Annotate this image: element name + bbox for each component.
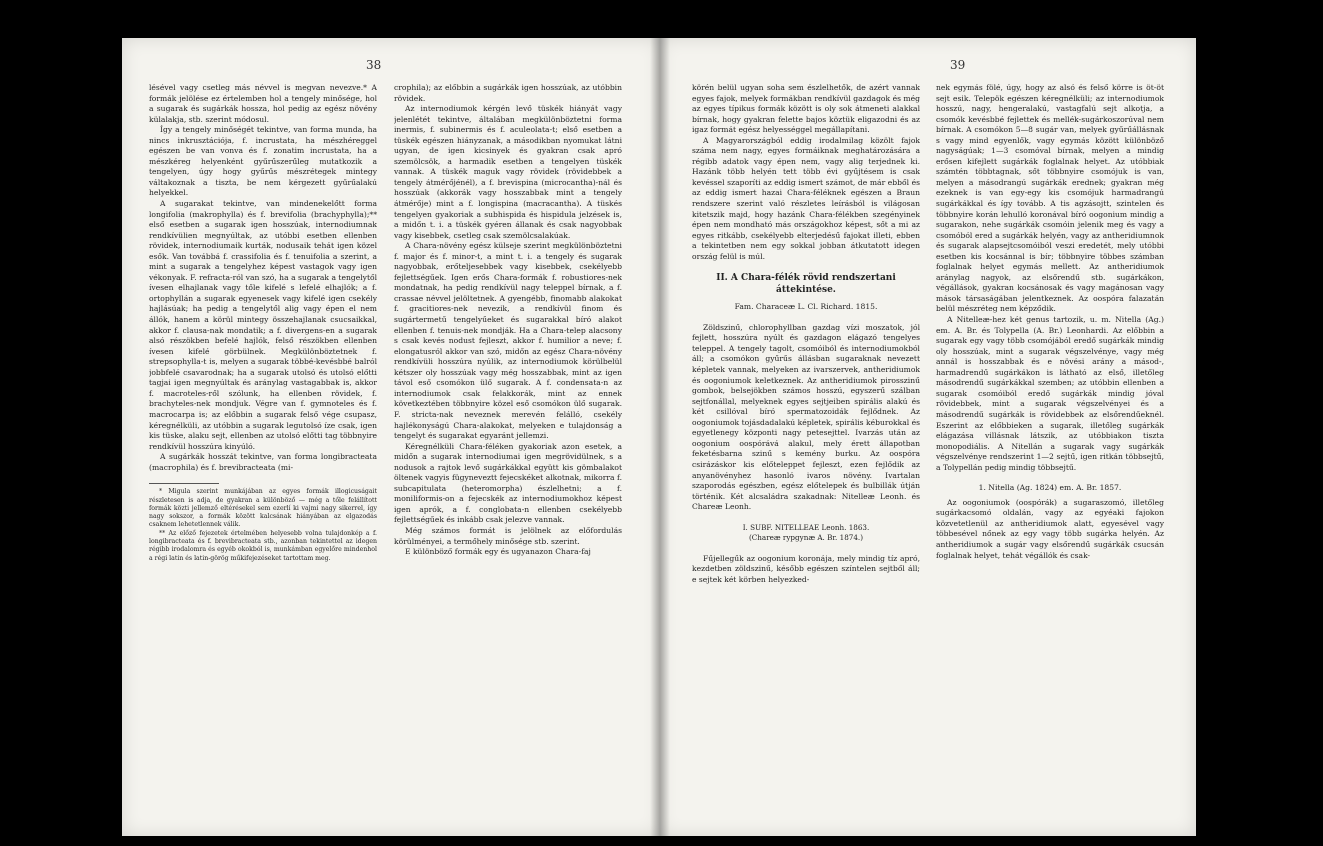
paragraph: Az internodiumok kérgén levő tüskék hiányát vagy jelenlétét tekintve, általában megkülönböztetni forma inermis, f. subinermis és f. aculeolata-t; első esetben a tüskék egészen hiányzanak, a másodikban nyomukat látni ugyan, de igen kicsinyek és gyakran csak apró szemölcsök, a harmadik esetben a tengelyen tüskék vannak. A tüskék maguk vagy rövidek (rövidebbek a tengely átmérőjénél), a f. brevispina (microcantha)-nál és hosszúak (akkorák vagy hosszabbak mint a tengely átmérője) mint a f. longispina (macracantha). A tüskés tengelyen gyakoriak a subhispida és hispidula jelzések is, a midőn t. i. a tüskék gyéren állanak és csak nagyobbak vagy kisebbek, csetleg csak szemölcsalakúak. — [394, 104, 622, 240]
right-column-2 — [936, 83, 1164, 561]
paragraph: lésével vagy csetleg más névvel is megvan nevezve.* A formák jelölése ez értelemben hol a tengely minősége, hol a sugarak és sugárkák hossza, hol pedig az egész növény külalakja, stb. szerint módosul. — [149, 83, 377, 124]
paragraph: A Nitelleæ-hez két genus tartozik, u. m. Nitella (Ag.) em. A. Br. és Tolypella (A. Br.) Leonhardi. Az előbbin a sugarak egy vagy több csomójából eredő sugárkák mindig oly hosszúak, mint a sugarak végszelvénye, vagy még annál is hosszabbak és e növési arány a másod-, harmadrendű sugárkákon is látható az első, illetőleg másodrendű sugárkákkal szemben; az utóbbin ellenben a sugarak csomóiból eredő sugárkák mindig jóval rövidebbek, mint a sugarak végszelvényei és a másodrendű sugárkák is rövidebbek az elsőrendűeknél. Eszerint az előbbieken a sugarak, illetőleg sugárkák elágazása villásnak látszik, az utóbbiakon tiszta monopodiális. A Nitellán a sugarak vagy sugárkák végszelvénye rendszerint 1—2 sejtű, igen ritkán többsejtű, a Tolypellán pedig mindig többsejtű. — [936, 315, 1164, 472]
paragraph: Így a tengely minőségét tekintve, van forma munda, ha nincs inkrusztációja, f. incrustata, ha mészhéreggel egészen be van vonva és f. zonatim incrustata, ha a mészkéreg helyenként gyűrűszerűleg mutatkozik a tengelyen, úgy hogy gyűrűs mészrétegek mintegy váltakoznak a tiszta, be nem kérgezett gyűrűalakú helyekkel. — [149, 125, 377, 198]
paragraph: Fűjellegűk az oogonium koronája, mely mindig tíz apró, kezdetben zöldszinű, később egészen színtelen sejtből áll; e sejtek két körben helyezked- — [692, 553, 920, 584]
section-heading: II. A Chara-félék rövid rendszertani áttekintése. — [716, 273, 896, 296]
paragraph: Kéregnélküli Chara-féléken gyakoriak azon esetek, a midőn a sugarak internodiumai igen megrövidülnek, s a nodusok a rajtok levő sugárkákkal együtt kis gömbalakot öltenek vagyis fügyneveztt fejecskéket alkotnak, mikorra f. subcapitulata (heteromorpha) észlelhetni; a f. moniliformis-on a fejecskék az internodiumokhoz képest igen aprók, a f. conglobata-n ellenben csekélyebb fejlettségűek és inkább csak jelezve vannak. — [394, 441, 622, 525]
footnote: ** Az előző fejezetek értelmében helyesebb volna tulajdonkép a f. longibracteata és f. brevibracteata stb., azonban tekintettel az idegen régibb irodalomra és egyéb okokból is, munkámban egyelőre mindenhol a régi latin és latin-görög műkifejezéseket tartottam meg. — [149, 529, 377, 562]
subfamily-synonym: (Chareæ rypgynæ A. Br. 1874.) — [748, 533, 863, 543]
paragraph: A sugarakat tekintve, van mindenekelőtt forma longifolia (makrophylla) és f. brevifolia (brachyphylla);** első esetben a sugarak igen hosszúak, internodiumnak rendkívülien megnyúltak, az utóbbi esetben ellenben rövidek, internodiumaik kurták, nodusaik tehát igen közel esők. Van továbbá f. crassifolia és f. tenuifolia a szerint, a mint a sugarak a tengelyhez képest vastagok vagy igen vékonyak. F. refracta-ról van szó, ha a sugarak a tengelytől ívesen elhajlanak vagy tőle kifelé s lefelé elhajlók; a f. ortophyllán a sugarak egyenesek vagy kifelé igen csekély hajlásúak; ha pedig a tengelytől alig vagy épen el nem állók, hanem a körül mintegy összehajlanak csucsaikkal, akkor f. clausa-nak mondatik; a f. divergens-en a sugarak alsó részökben befelé hajlók, felső részökben ellenben ívesen kifelé görbülnek. Megkülönböztetnek f. strepsophylla-t is, melyen a sugarak többé-kevésbbé balról jobbfelé csavarodnak; ha a sugarak utolsó és utolsó előtti tagjai igen megnyúltak és aránylag vastagabbak is, akkor f. macroteles-ről szólunk, ha ellenben rövidek, f. brachyteles-nek mondjuk. Végre van f. gymnoteles és f. macrocarpa is; az előbbin a sugarak felső vége csupasz, kéregnélküli, az utóbbin a sugarak legutolsó íze csak, igen kis tüske, alaku sejt, ellenben az utolsó előtti tag többnyire rendkívül hosszúra kinyúló. — [149, 199, 377, 451]
paragraph: nek egymás fölé, úgy, hogy az alsó és felső körre is öt-öt sejt esik. Telepök egészen kéregnélküli; az internodiumok hosszú, nagy, hengeralakú, vastagfalú sejt alkotja, a csomók kevésbbé fejlettek és mellék-sugárkoszorúval nem bírnak. A csomókon 5—8 sugár van, melyek gyűrűállásnak s vagy mind egyenlők, vagy egymás között különböző nagyságúak; 1—3 csomóval bírnak, melyen a mindig erősen kifejlett sugárkák foglalnak helyet. Az utóbbiak számtén többtagnak, sőt többnyire csomójuk is van, melyen a másodrangú sugárkák erednek; gyakran még ezeknek is van egy-egy kis csomójuk harmadrangú sugárkákkal és így tovább. A tis agzásojtt, szintelen és többnyire korán lehulló koronával bíró oogonium mindig a sugarakon, nehe sugárkák csomóin jelenik meg és vagy a csomóból ered a sugárkák helyén, vagy az antheridiumnok és sugarak alapsejtcsomóiból veszi eredetét, mely utóbbi esetben kis kocsánnal is bír; többnyire többes számban foglalnak helyet egymás mellett. Az antheridiumok aránylag nagyok, az elsőrendű stb. sugárkákon, végállások, gyakran kocsánosak és vagy magánosan vagy mások társaságában jelentkeznek. Az oospóra falazatán belül mészréteg nem képződik. — [936, 83, 1164, 314]
footnote-rule — [149, 483, 219, 484]
subfamily-heading: I. SUBF. NITELLEAE Leonh. 1863. — [742, 522, 870, 532]
left-page — [122, 38, 660, 836]
paragraph: A sugárkák hosszát tekintve, van forma longibracteata (macrophila) és f. brevibracteata (mi- — [149, 452, 377, 472]
paragraph: A Chara-növény egész külseje szerint megkülönböztetni f. major és f. minor-t, a mint t. i. a tengely és sugarak nagyobbak, erőteljesebbek vagy kisebbek, csekélyebb fejlettségűek. Igen erős Chara-formák f. robustiores-nek mondatnak, ha pedig rendkívül nagy teleppel bírnak, a f. crassae névvel jelöltetnek. A gyengébb, finomabb alakokat f. gracitiores-nek nevezik, a rendkívül finom és sugártermetű tengelyűeket és sugarakkal bíró alakot ellenben f. tenuis-nek mondják. Ha a Chara-telep alacsony s csak kevés nodust fejleszt, akkor f. humilior a neve; f. elongatusról akkor van szó, midőn az egész Chara-növény rendkívüli hosszúra nyúlik, az internodiumok körülbelül kétszer oly hosszúak vagy még hosszabbak, mint az igen távol eső csomókon ülő sugarak. A f. condensata-n az internodiumok csak felakkorák, mint az ennek következtében többnyire közel eső csomókon ülő sugarak. F. stricta-nak neveznek merevén felálló, csekély hajlékonyságú Chara-alakokat, melyeken e tulajdonság a tengelyt és sugarakat egyaránt jellemzi. — [394, 241, 622, 441]
footnotes — [149, 483, 377, 563]
left-column-1 — [149, 83, 377, 563]
paragraph: Az oogoniumok (oospórák) a sugaraszomó, illetőleg sugárkacsomó oldalán, vagy az egyéaki fajokon közvetetlenül az antheridiumok alatt, egyesével vagy többesével nőnek az egy vagy több sugárka helyén. Az antheridiumok a sugár vagy elsőrendű sugárkák csucsán foglalnak helyet, tehát végállók és csak- — [936, 497, 1164, 560]
genus-heading: 1. Nitella (Ag. 1824) em. A. Br. 1857. — [978, 483, 1122, 493]
paragraph: Zöldszinű, chlorophyllban gazdag vízi moszatok, jól fejlett, hosszúra nyúlt és gazdagon elágazó tengelyes teleppel. A tengely tagolt, csomóiból és internodiumokból áll; a csomókon gyűrűs állásban sugaraknak nevezett képletek vannak, melyeken az ivarszervek, antheridiumok és oogoniumok keletkeznek. Az antheridiumok pirosszinű gombok, belsejökben számos hosszú, egyszerű szálban sejtfonállal, melyeknek egyes sejtjeiben spirális alakú és két csillóval bíró spermatozoidák fejlődnek. Az oogoniumok tojásdadalakú képletek, spirális kéburokkal és egyetlenegy központi nagy petesejttel. Ivarzás után az oogonium oospórává alakul, mely érett állapotban feketésbarna szinű s kemény burku. Az oospóra csirázáskor kis előteleppet fejleszt, ezen fejlődik az anyanövényhez hasonló ivaros növény. Ivartalan szaporodás egészben, egész előtelepek és bulbillák útján történik. Két alcsaládra szakadnak: Nitelleæ Leonh. és Chareæ Leonh. — [692, 322, 920, 512]
paragraph: crophila); az előbbin a sugárkák igen hosszúak, az utóbbin rövidek. — [394, 83, 622, 103]
paragraph: körén belül ugyan soha sem észlelhetők, de azért vannak egyes fajok, melyek formákban rendkívül gazdagok és még az egyes típikus formák között is oly sok átmeneti alakkal bírnak, hogy gyakran felette bajos köztük eligazodni és az igaz formát egész helyességgel megállapítani. — [692, 83, 920, 135]
paragraph: Még számos formát is jelölnek az előfordulás körülményei, a termőhely minősége stb. szerint. — [394, 525, 622, 546]
paragraph: A Magyarországból eddig irodalmilag közölt fajok száma nem nagy, egyes formáiknak meghatározására a régibb adatok vagy épen nem, vagy alig terjednek ki. Hazánk több helyén tett több évi gyűjtésem is csak kevéssel szaporíti az eddig ismert számot, de már ebből és az eddig ismert hazai Chara-féléknek egészen a Braun rendszere szerint való részletes leírásból is világosan kitetszik majd, hogy hazánk Chara-félékben szegényinek épen nem mondható más országokhoz képest, sőt a mi az egyes ritkább, csekélyebb elterjedésű fajokat illeti, ebben a tekintetben nem egy sokkal jobban átkutatott idegen ország felül is múl. — [692, 135, 920, 261]
family-heading: Fam. Characeæ L. Cl. Richard. 1815. — [734, 302, 878, 312]
right-page — [660, 38, 1196, 836]
paragraph: E különböző formák egy és ugyanazon Chara-faj — [405, 547, 591, 557]
page-number: 38 — [366, 58, 382, 72]
right-column-1 — [692, 83, 920, 585]
left-column-2 — [394, 83, 622, 558]
page-number: 39 — [950, 58, 966, 72]
footnote: * Migula szerint munkájában az egyes formák illogicuságait részletesen is adja, de gyakran a különböző — még a tőle felállított formák közti jellemző eltérésekel sem ezerlí ki vajmi nagy sikerrel, így nagy sokszor, a formák között kalcsának hiányában az elgazodás csaknem lehetetlennek válik. — [149, 488, 377, 529]
